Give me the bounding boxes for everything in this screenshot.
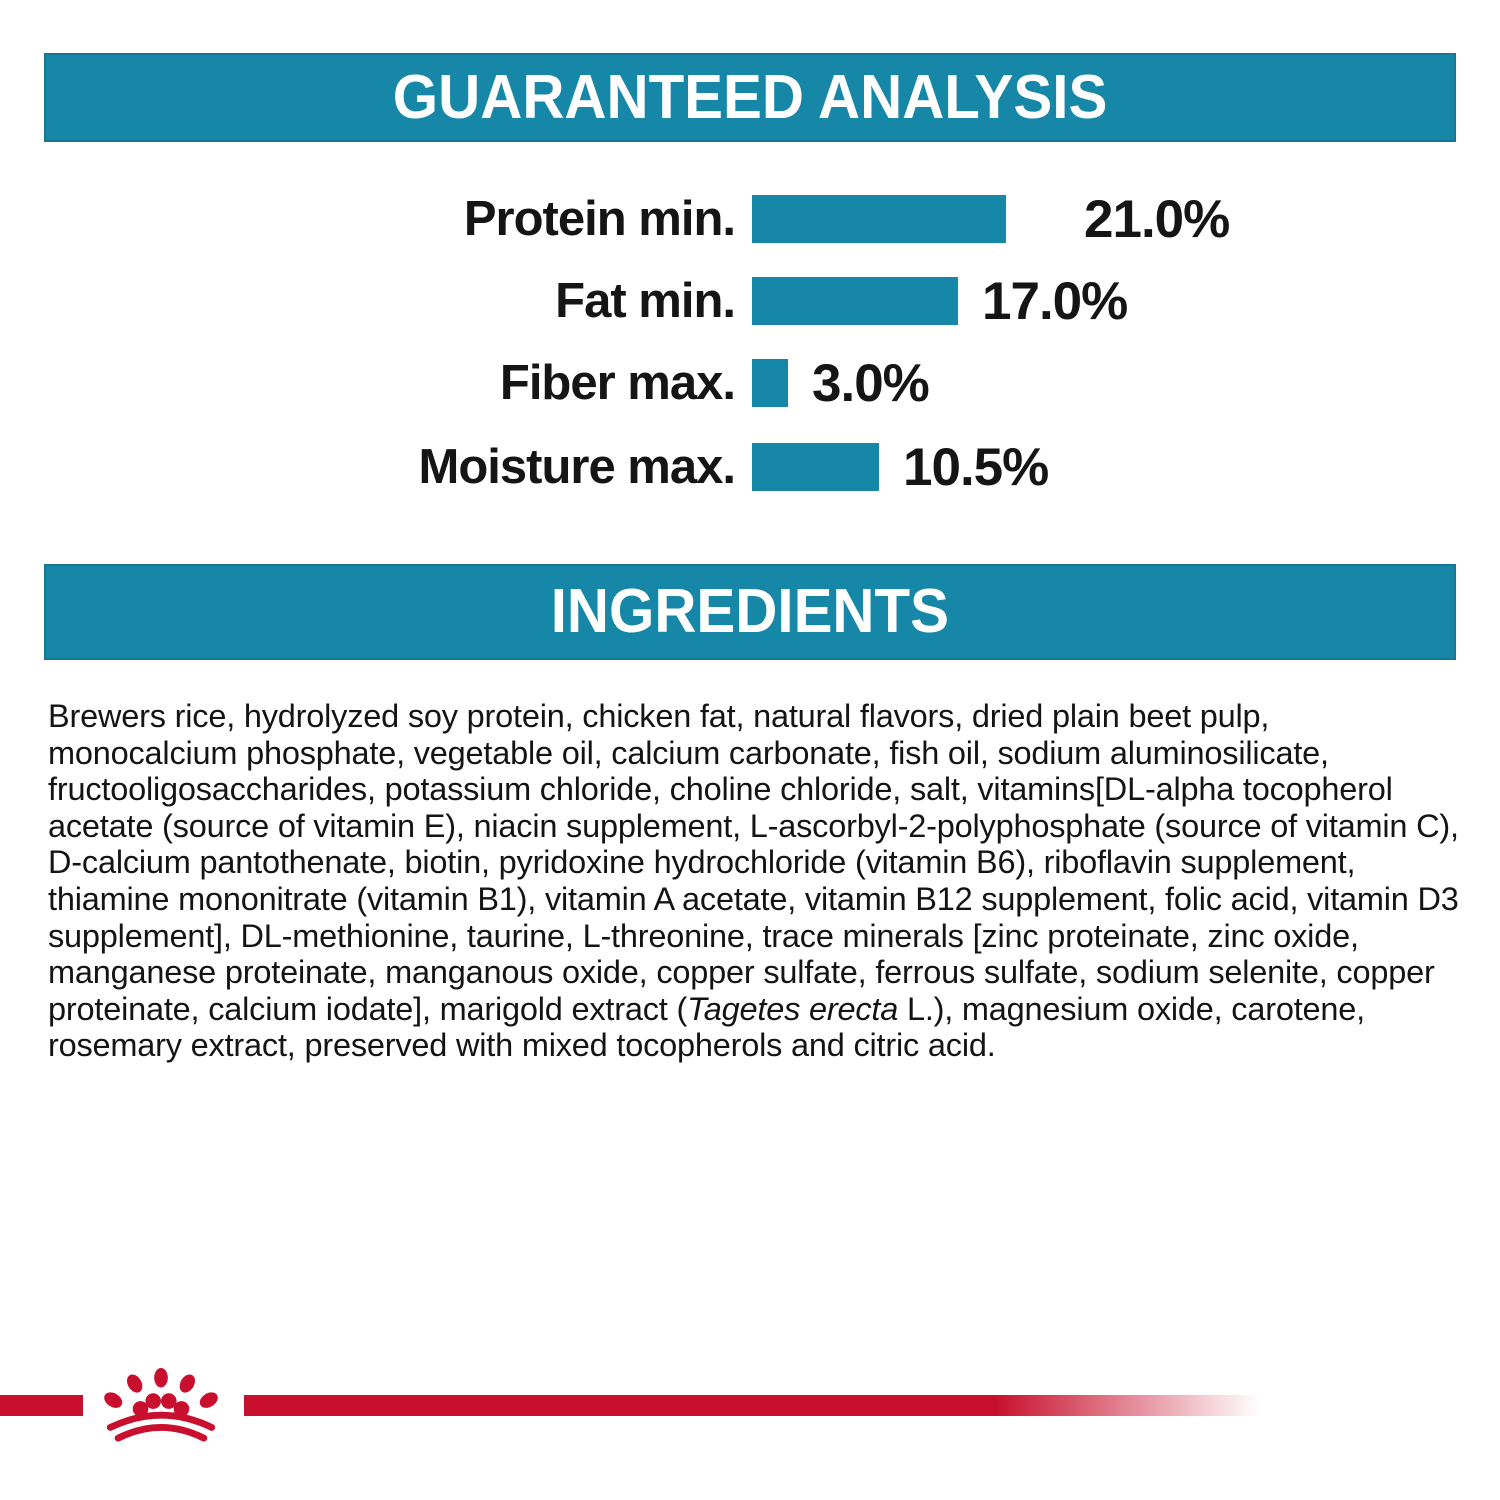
ga-label-fiber: Fiber max. [499, 355, 735, 410]
ga-row-fat [0, 271, 1500, 331]
ga-value-fat: 17.0% [982, 271, 1128, 331]
ga-bar-protein [752, 195, 1006, 243]
guaranteed-analysis-banner [44, 53, 1456, 142]
ga-bar-fat [752, 277, 958, 325]
ga-label-protein: Protein min. [463, 191, 735, 246]
guaranteed-analysis-title: GUARANTEED ANALYSIS [392, 62, 1108, 132]
ingredients-banner [44, 564, 1456, 660]
ingredients-title: INGREDIENTS [550, 577, 950, 646]
ingredients-text-part1: Brewers rice, hydrolyzed soy protein, chicken fat, natural flavors, dried plain beet pulp, monocalcium phosphate, vegetable oil, calcium carbonate, fish oil, sodium aluminosilicate, fructooligosaccharides, potassium chloride, choline chloride, salt, vitamins[DL-alpha tocopherol acetate (source of vitamin E), niacin supplement, L-ascorbyl-2-polyphosphate (source of vitamin C), D-calcium pantothenate, biotin, pyridoxine hydrochloride (vitamin B6), riboflavin supplement, thiamine mononitrate (vitamin B1), vitamin A acetate, vitamin B12 supplement, folic acid, vitamin D3 supplement], DL-methionine, taurine, L-threonine, trace minerals [zinc proteinate, zinc oxide, manganese proteinate, manganous oxide, copper sulfate, ferrous sulfate, sodium selenite, copper proteinate, calcium iodate], marigold extract ( [48, 698, 1459, 1027]
royal-canin-crown-logo [96, 1366, 226, 1444]
ga-bar-fiber [752, 359, 788, 407]
red-stripe-left-segment [0, 1395, 83, 1416]
ga-row-moisture [0, 437, 1500, 497]
ga-value-protein: 21.0% [1084, 189, 1230, 249]
ga-label-moisture: Moisture max. [418, 439, 735, 494]
ga-value-moisture: 10.5% [903, 437, 1049, 497]
ingredients-text-part2: L.), magnesium oxide, carotene, rosemary extract, preserved with mixed tocopherols and citric acid. [48, 990, 1366, 1064]
ga-bar-moisture [752, 443, 879, 491]
red-stripe-fading-segment [244, 1395, 1260, 1416]
ga-row-protein [0, 189, 1500, 249]
ingredients-text [48, 698, 1460, 1064]
ingredients-species-name: Tagetes erecta [687, 990, 899, 1027]
ga-row-fiber [0, 353, 1500, 413]
ga-value-fiber: 3.0% [812, 353, 929, 413]
ga-label-fat: Fat min. [555, 273, 735, 328]
